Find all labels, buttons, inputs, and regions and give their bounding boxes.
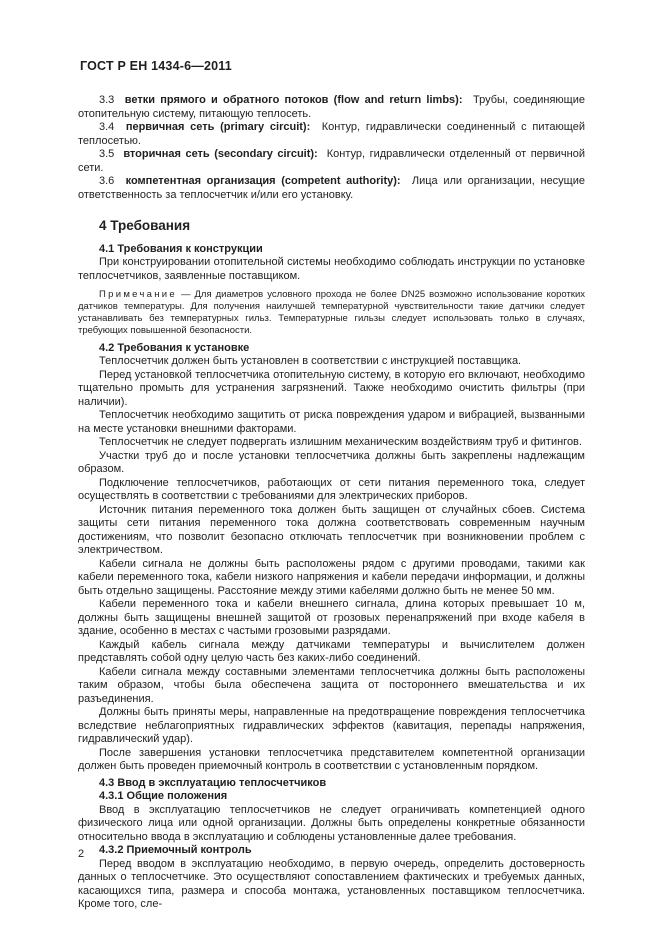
paragraph: Должны быть приняты меры, направленные на предотвращение повреждения теплосчетчика вследствие неблагоприятных гидравлических эффектов (кавитация, перепады напряжения, гидравлический удар). bbox=[78, 706, 585, 746]
paragraph: Перед установкой теплосчетчика отопительную систему, в которую его включают, необходимо тщательно промыть для устранения загрязнений. Также необходимо очистить фильтры (при наличии). bbox=[78, 368, 585, 408]
paragraph: После завершения установки теплосчетчика представителем компетентной организации должен быть проведен приемочный контроль в соответствии с установленным порядком. bbox=[78, 746, 585, 773]
section-4-3-2-title: 4.3.2 Приемочный контроль bbox=[99, 844, 252, 857]
document-body bbox=[78, 94, 585, 912]
definition-number: 3.6 bbox=[99, 175, 115, 187]
paragraph: Участки труб до и после установки теплосчетчика должны быть закреплены надлежащим образом. bbox=[78, 449, 585, 476]
section-4-3-title: 4.3 Ввод в эксплуатацию теплосчетчиков bbox=[99, 776, 327, 789]
section-4-2-title: 4.2 Требования к установке bbox=[99, 341, 250, 354]
note-dash: — bbox=[181, 289, 191, 300]
definition-text: Контур, гидравлически соединенный с питающей теплосетью. bbox=[78, 121, 585, 147]
definition-item bbox=[78, 121, 585, 148]
section-4-1-title: 4.1 Требования к конструкции bbox=[99, 242, 263, 255]
paragraph: Теплосчетчик необходимо защитить от риска повреждения ударом и вибрацией, вызванными на месте установки внешними факторами. bbox=[78, 409, 585, 435]
paragraph: Каждый кабель сигнала между датчиками температуры и вычислителем должен представлять собой одну целую часть без каких-либо соединений. bbox=[78, 638, 585, 665]
paragraph: Теплосчетчик не следует подвергать излишним механическим воздействиям труб и фитингов. bbox=[99, 436, 582, 449]
definition-number: 3.4 bbox=[99, 121, 115, 133]
definition-text: Контур, гидравлически отделенный от первичной сети. bbox=[78, 148, 585, 174]
definition-term: вторичная сеть (secondary circuit): bbox=[123, 148, 318, 160]
note-label: Примечание bbox=[99, 289, 177, 300]
paragraph: Кабели сигнала между составными элементами теплосчетчика должны быть расположены таким образом, чтобы была обеспечена защита от постороннего вмешательства и их разъединения. bbox=[78, 665, 585, 705]
definition-item bbox=[78, 94, 585, 121]
section-4-title: 4 Требования bbox=[99, 218, 191, 233]
page-number: 2 bbox=[78, 848, 85, 860]
paragraph: При конструировании отопительной системы необходимо соблюдать инструкции по установке теплосчетчиков, заявленные поставщиком. bbox=[78, 256, 585, 282]
paragraph: Перед вводом в эксплуатацию необходимо, в первую очередь, определить достоверность данных о теплосчетчике. Это осуществляют сопоставлением фактических и требуемых данных, касающихся типа, размера и способа монтажа, установленных поставщиком теплосчетчика. Кроме того, сле- bbox=[78, 857, 585, 911]
paragraph: Ввод в эксплуатацию теплосчетчиков не следует ограничивать компетенцией одного физического лица или одной организации. Должны быть определены конкретные обязанности относительно ввода в эксплуатацию и соблюдены установленные далее требования. bbox=[78, 803, 585, 843]
paragraph: Теплосчетчик должен быть установлен в соответствии с инструкцией поставщика. bbox=[99, 355, 522, 368]
paragraph: Кабели переменного тока и кабели внешнего сигнала, длина которых превышает 10 м, должны быть защищены внешней защитой от грозовых перенапряжений при входе кабеля в здание, особенно в местах с частыми грозовыми разрядами. bbox=[78, 598, 585, 638]
definition-term: первичная сеть (primary circuit): bbox=[125, 121, 311, 133]
definition-text: Трубы, соединяющие отопительную систему, питающую теплосеть. bbox=[78, 94, 585, 120]
paragraph: Источник питания переменного тока должен быть защищен от случайных сбоев. Система защиты сети питания переменного тока должна соответствовать современным научным достижениям, что позволит безопасно отключать теплосчетчик при возникновении проблем с электричеством. bbox=[78, 503, 585, 557]
document-header: ГОСТ Р ЕН 1434-6—2011 bbox=[80, 59, 232, 73]
note-text: Для диаметров условного прохода не более DN25 возможно использование коротких датчиков температуры. Для получения наилучшей температурной чувствительности такие датчики следует устанавливать без температурных гильз. Температурные гильзы следует использовать только в случаях, требующих повышенной безопасности. bbox=[78, 289, 586, 336]
definition-number: 3.3 bbox=[99, 94, 115, 106]
definition-text: Лица или организации, несущие ответственность за теплосчетчик и/или его установку. bbox=[78, 175, 585, 201]
note bbox=[78, 289, 585, 337]
section-4-3-1-title: 4.3.1 Общие положения bbox=[99, 790, 228, 803]
definition-item bbox=[78, 148, 585, 175]
paragraph: Кабели сигнала не должны быть расположены рядом с другими проводами, такими как кабели переменного тока, кабели низкого напряжения и кабели передачи информации, и должны быть отдельно защищены. Расстояние между этими кабелями должно быть не менее 50 мм. bbox=[78, 557, 585, 597]
definition-number: 3.5 bbox=[99, 148, 115, 160]
definition-item bbox=[78, 175, 585, 202]
paragraph: Подключение теплосчетчиков, работающих от сети питания переменного тока, следует осуществлять в соответствии с требованиями для электрических приборов. bbox=[78, 476, 585, 503]
definition-term: компетентная организация (competent authority): bbox=[125, 175, 401, 187]
definition-term: ветки прямого и обратного потоков (flow and return limbs): bbox=[124, 94, 463, 106]
